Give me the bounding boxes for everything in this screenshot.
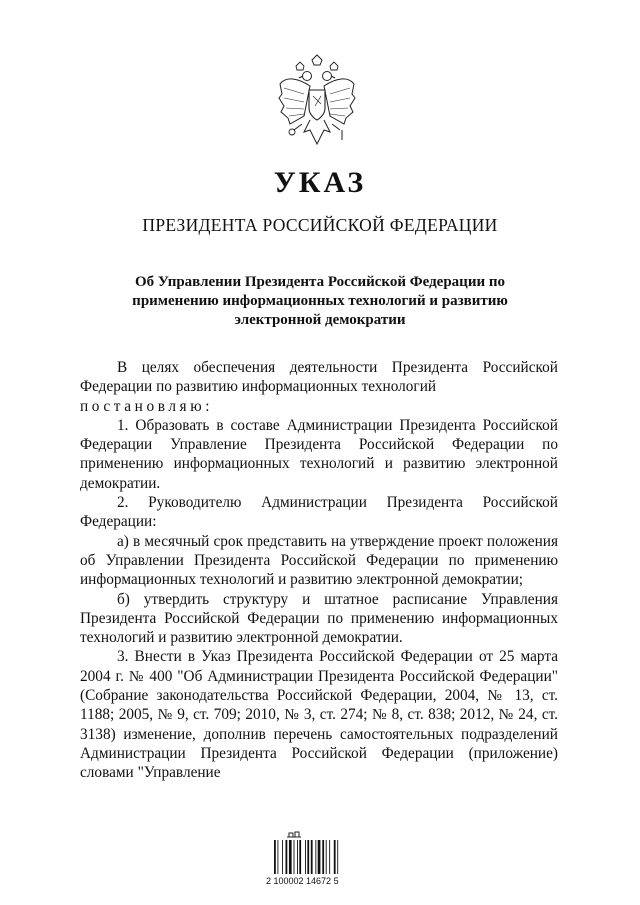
- decree-body: [80, 358, 558, 783]
- decree-heading-line: применению информационных технологий и развитию: [132, 293, 508, 309]
- barcode-number: 2 100002 14672 5: [266, 876, 339, 886]
- barcode-bars: [272, 840, 362, 874]
- clause-2: 2. Руководителю Администрации Президента Российской Федерации:: [80, 494, 558, 531]
- clause-2b: б) утвердить структуру и штатное расписание Управления Президента Российской Федерации по применению информационных технологий и развитию электронной демократии.: [80, 590, 558, 647]
- preamble-paragraph: В целях обеспечения деятельности Президента Российской Федерации по развитию информационных технологий: [80, 359, 558, 396]
- barcode-mark-icon: [286, 830, 302, 838]
- clause-3: 3. Внести в Указ Президента Российской Федерации от 25 марта 2004 г. № 400 "Об Администрации Президента Российской Федерации" (Собрание законодательства Российской Федерации, 2004, № 13, ст. 1188; 2005, № 9, ст. 709; 2010, № 3, ст. 274; № 8, ст. 838; 2012, № 24, ст. 3138) изменение, дополнив перечень самостоятельных подразделений Администрации Президента Российской Федерации (приложение) словами "Управление: [80, 648, 558, 782]
- clause-2a: а) в месячный срок представить на утверждение проект положения об Управлении Президента Российской Федерации по применению информационных технологий и развитию электронной демократии;: [80, 532, 558, 589]
- issuer-subtitle: ПРЕЗИДЕНТА РОССИЙСКОЙ ФЕДЕРАЦИИ: [142, 215, 498, 235]
- document-type-title: УКАЗ: [273, 166, 367, 199]
- decree-verb: постановляю:: [80, 397, 214, 415]
- clause-1: 1. Образовать в составе Администрации Президента Российской Федерации Управление Президента Российской Федерации по применению информационных технологий и развитию электронной демократии.: [80, 416, 558, 492]
- decree-heading: [100, 273, 540, 330]
- document-barcode: [266, 830, 362, 890]
- decree-heading-line: электронной демократии: [234, 312, 406, 328]
- decree-heading-line: Об Управлении Президента Российской Федерации по: [135, 274, 505, 290]
- coat-of-arms-emblem: [276, 54, 358, 154]
